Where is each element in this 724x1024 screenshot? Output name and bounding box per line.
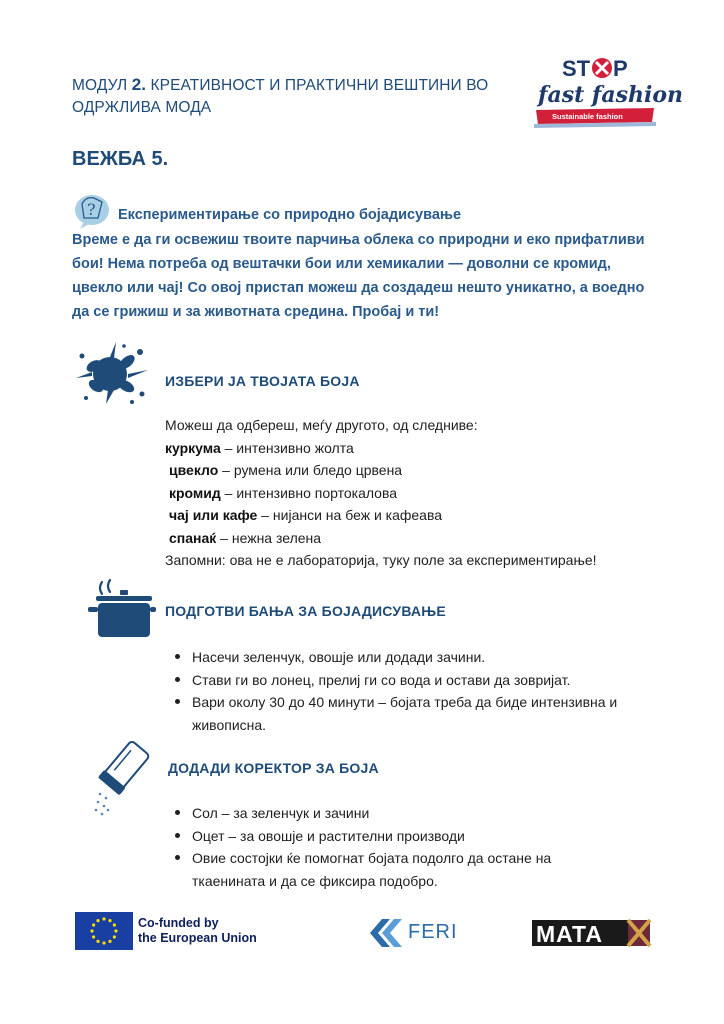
section1-note: Запомни: ова не е лабораторија, туку поле за експериментирање! xyxy=(165,552,597,568)
logo-stop-st: ST xyxy=(562,56,591,81)
paint-splash-icon xyxy=(72,340,152,406)
logo-ribbon-text: Sustainable fashion xyxy=(552,112,623,121)
section2-list xyxy=(172,646,647,736)
feri-label: FERI xyxy=(408,921,458,943)
section3-heading: ДОДАДИ КОРЕКТОР ЗА БОЈА xyxy=(168,760,379,776)
list-item xyxy=(165,504,665,527)
module-number: 2. xyxy=(131,75,147,94)
list-item: Насечи зеленчук, овошје или додади зачини. xyxy=(172,646,647,669)
intro-body: Време е да ги освежиш твоите парчиња облека со природни и еко прифатливи бои! Нема потреба од вештачки бои или хемикалии — доволни се кромид, цвекло или чај! Со овој пристап можеш да создадеш нешто уникатно, а воедно да се грижиш и за животната средина. Пробај и ти! xyxy=(72,232,645,320)
dye-desc: – интензивно портокалова xyxy=(220,484,398,501)
dye-term: куркума xyxy=(165,439,221,456)
logo-stop-p: P xyxy=(613,56,628,81)
dye-desc: – нежна зелена xyxy=(216,529,322,546)
section1-lead: Можеш да одбереш, меѓу другото, од следниве: xyxy=(165,417,478,433)
salt-shaker-icon xyxy=(92,738,154,818)
intro-title: Експериментирање со природно бојадисување xyxy=(118,207,462,223)
dye-term: чај или кафе xyxy=(169,507,258,523)
svg-text:?: ? xyxy=(87,200,96,219)
list-item xyxy=(165,437,665,460)
list-item xyxy=(165,459,665,482)
dye-term: спанаќ xyxy=(169,529,217,546)
stop-fast-fashion-logo xyxy=(530,50,684,134)
exercise-title: ВЕЖБА 5. xyxy=(72,148,169,170)
eu-flag-icon xyxy=(75,912,133,950)
cooking-pot-icon xyxy=(86,580,156,642)
dye-term: кромид xyxy=(169,484,221,501)
question-bubble-icon xyxy=(72,192,112,230)
dye-desc: – интензивно жолта xyxy=(220,439,354,456)
dye-desc: – румена или бледо црвена xyxy=(218,462,403,478)
section3-list xyxy=(172,802,612,892)
list-item: Вари околу 30 до 40 минути – бојата треба да биде интензивна и живописна. xyxy=(172,691,647,736)
module-title xyxy=(72,74,512,119)
module-prefix: МОДУЛ xyxy=(72,77,128,94)
logo-script: fast fashion xyxy=(538,82,684,108)
module-title-text: КРЕАТИВНОСТ И ПРАКТИЧНИ ВЕШТИНИ ВО ОДРЖЛИВА МОДА xyxy=(72,77,489,116)
eu-line1: Co-funded by xyxy=(138,916,219,930)
list-item xyxy=(165,482,665,505)
mata-text: MATA xyxy=(536,921,604,947)
list-item: Оцет – за овошје и растителни производи xyxy=(172,825,612,848)
list-item: Сол – за зеленчук и зачини xyxy=(172,802,612,825)
list-item xyxy=(165,527,665,550)
dye-desc: – нијанси на беж и кафеава xyxy=(257,507,443,523)
dye-term: цвекло xyxy=(169,462,219,478)
mata-logo xyxy=(532,916,652,950)
eu-cofunded-text xyxy=(138,916,257,946)
list-item: Овие состојки ќе помогнат бојата подолго да остане на ткаенината и да се фиксира подобро. xyxy=(172,847,612,892)
eu-line2: the European Union xyxy=(138,931,257,945)
list-item: Стави ги во лонец, прелиј ги со вода и остави да зовријат. xyxy=(172,669,647,692)
section1-heading: ИЗБЕРИ ЈА ТВОЈАТА БОЈА xyxy=(165,373,360,389)
section2-heading: ПОДГОТВИ БАЊА ЗА БОЈАДИСУВАЊЕ xyxy=(165,603,446,619)
section1-body xyxy=(165,414,665,572)
